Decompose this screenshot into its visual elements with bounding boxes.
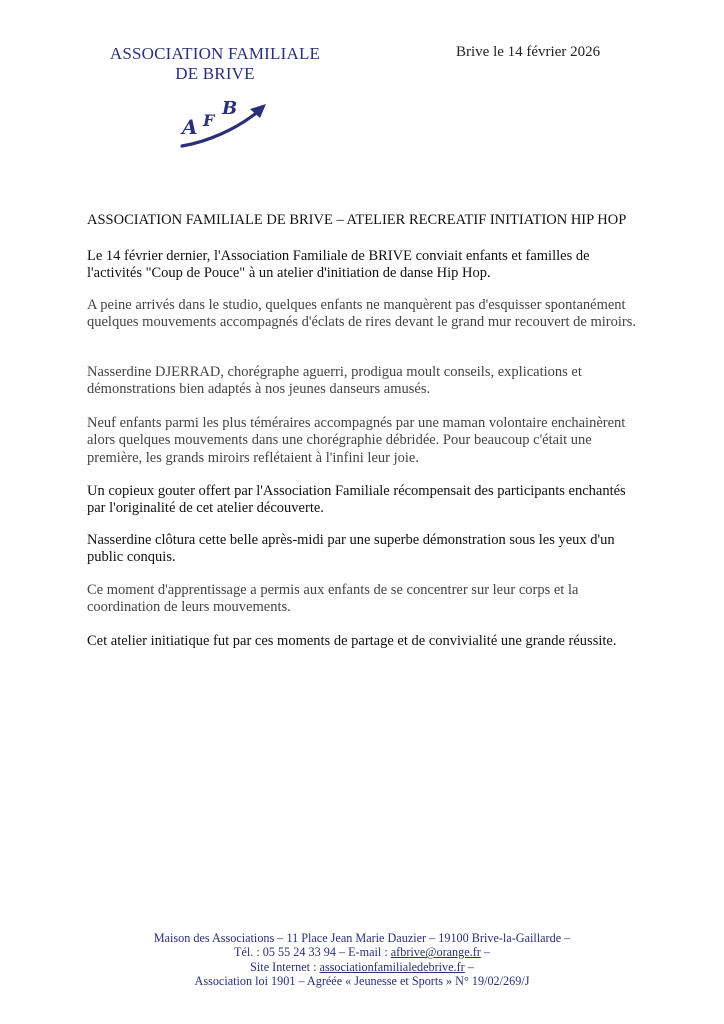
- footer-email-link[interactable]: afbrive@orange.fr: [390, 945, 481, 960]
- afb-logo: [176, 98, 272, 150]
- footer-site-suffix: –: [464, 959, 474, 974]
- org-name-line2: DE BRIVE: [175, 64, 255, 83]
- paragraph-conclusion: Cet atelier initiatique fut par ces moments de partage et de convivialité une grande réussite.: [87, 633, 617, 649]
- org-name-line1: ASSOCIATION FAMILIALE: [109, 44, 321, 63]
- footer-site-link[interactable]: associationfamilialedebrive.fr: [319, 959, 465, 974]
- document-title: ASSOCIATION FAMILIALE DE BRIVE – ATELIER RECREATIF INITIATION HIP HOP: [87, 212, 627, 228]
- footer-site-label: Site Internet :: [250, 959, 320, 974]
- footer-tel-label: Tél. : 05 55 24 33 94 – E-mail :: [234, 945, 391, 960]
- paragraph-children: Neuf enfants parmi les plus téméraires accompagnés par une maman volontaire enchainèrent alors quelques mouvements dans une chorégraphie débridée. Pour beaucoup c'était une première, les grands miroirs reflétaient à l'infini leur joie.: [87, 415, 626, 466]
- footer-tel-suffix: –: [480, 945, 490, 960]
- paragraph-demonstration: Nasserdine clôtura cette belle après-midi par une superbe démonstration sous les yeux d'un public conquis.: [87, 532, 615, 566]
- logo-letter-a: A: [182, 115, 198, 139]
- logo-letter-b: B: [222, 98, 238, 119]
- footer-site: [0, 960, 724, 974]
- paragraph-learning: Ce moment d'apprentissage a permis aux enfants de se concentrer sur leur corps et la coordination de leurs mouvements.: [87, 582, 579, 616]
- footer-address: Maison des Associations – 11 Place Jean Marie Dauzier – 19100 Brive-la-Gaillarde –: [153, 931, 571, 945]
- paragraph-choreographer: Nasserdine DJERRAD, chorégraphe aguerri, prodigua moult conseils, explications et démonstrations bien adaptés à nos jeunes danseurs amusés.: [87, 364, 582, 398]
- letter-date: Brive le 14 février 2026: [456, 44, 601, 60]
- org-name: [100, 44, 330, 84]
- paragraph-arrival: A peine arrivés dans le studio, quelques enfants ne manquèrent pas d'esquisser spontanément quelques mouvements accompagnés d'éclats de rires devant le grand mur recouvert de miroirs.: [87, 297, 636, 331]
- footer-contact: [0, 945, 724, 959]
- paragraph-snack: Un copieux gouter offert par l'Association Familiale récompensait des participants enchantés par l'originalité de cet atelier découverte.: [87, 483, 626, 517]
- footer: [0, 931, 724, 988]
- footer-legal: Association loi 1901 – Agréée « Jeunesse et Sports » N° 19/02/269/J: [194, 973, 530, 988]
- paragraph-intro: Le 14 février dernier, l'Association Familiale de BRIVE conviait enfants et familles de l'activités "Coup de Pouce" à un atelier d'initiation de danse Hip Hop.: [87, 248, 590, 282]
- logo-letter-f: F: [203, 111, 215, 130]
